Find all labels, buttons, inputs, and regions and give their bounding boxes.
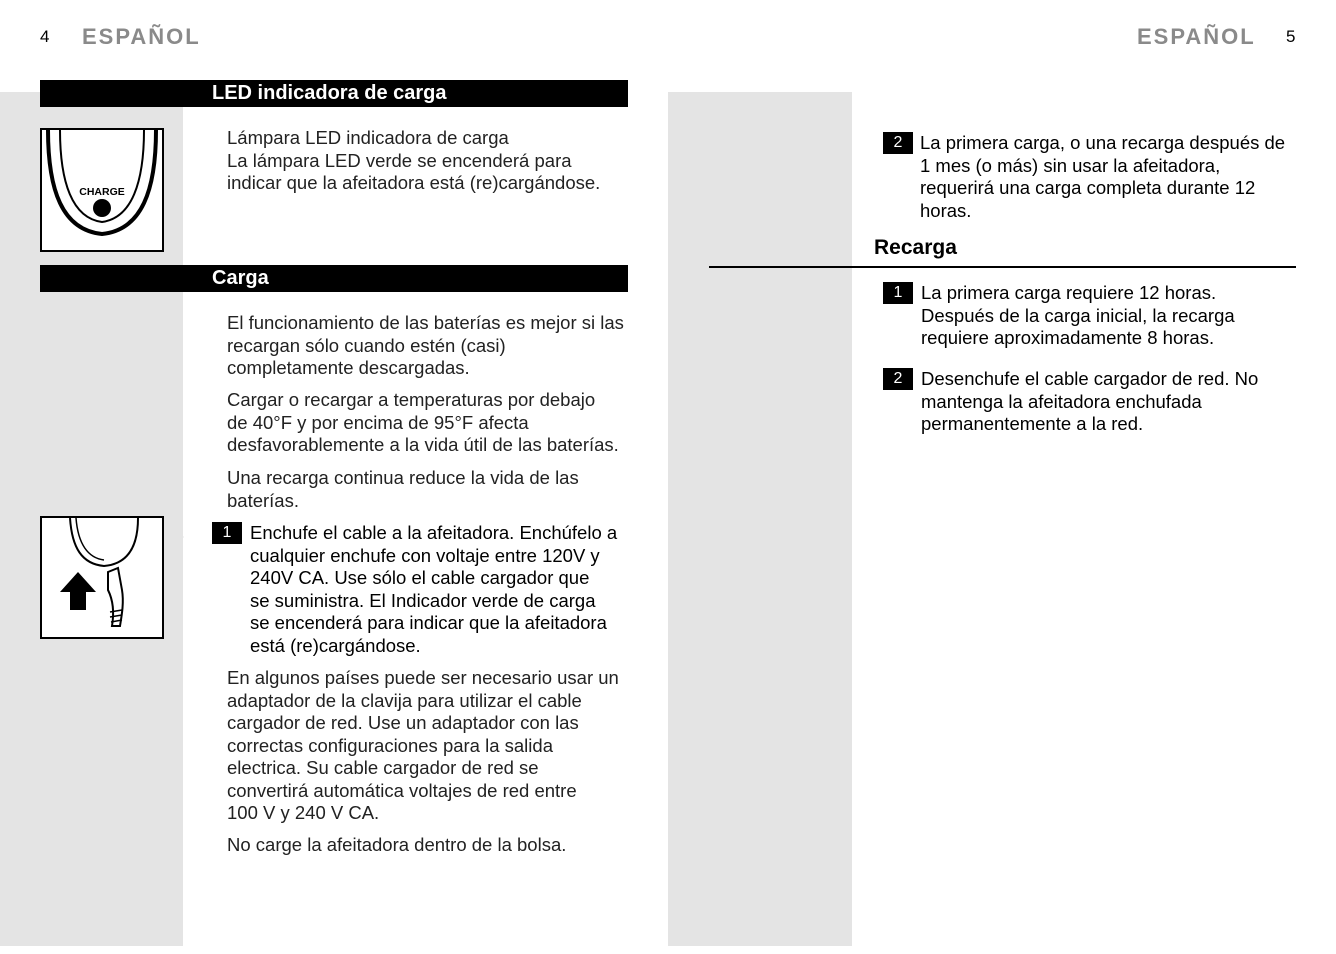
- right-page-number: 5: [1286, 27, 1296, 46]
- recharge-heading: Recarga: [874, 236, 957, 259]
- battery-paragraph: El funcionamiento de las baterías es mejor si las recargan sólo cuando estén (casi) completamente descargadas.: [227, 312, 624, 378]
- first-charge-step-number: 2: [883, 132, 913, 154]
- plug-illustration: [42, 518, 162, 637]
- led-section-heading: [40, 80, 628, 107]
- step-1-number: 1: [212, 522, 242, 544]
- first-charge-instruction: La primera carga, o una recarga después de 1 mes (o más) sin usar la afeitadora, requerirá una carga completa durante 12 horas.: [920, 132, 1286, 221]
- recharge-step-1-number: 1: [883, 282, 913, 304]
- led-description: Lámpara LED indicadora de carga La lámpara LED verde se encenderá para indicar que la afeitadora está (re)cargándose.: [227, 127, 601, 193]
- recharge-step-2-number: 2: [883, 368, 913, 390]
- continuous-recharge-paragraph: Una recarga continua reduce la vida de las baterías.: [227, 467, 579, 511]
- recharge-step-1-text: La primera carga requiere 12 horas. Después de la carga inicial, la recarga requiere aproximadamente 8 horas.: [921, 282, 1235, 348]
- left-language-label: ESPAÑOL: [82, 24, 201, 49]
- temperature-paragraph: Cargar o recargar a temperaturas por debajo de 40°F y por encima de 95°F afecta desfavorablemente a la vida útil de las baterías.: [227, 389, 619, 455]
- plug-in-instruction: Enchufe el cable a la afeitadora. Enchúfelo a cualquier enchufe con voltaje entre 120V y 240V CA. Use sólo el cable cargador que se suministra. El Indicador verde de carga se encenderá para indicar que la afeitadora está (re)cargándose.: [250, 522, 618, 656]
- plug-in-figure: [40, 516, 164, 639]
- charge-figure-label: CHARGE: [79, 186, 125, 198]
- bag-warning-paragraph: No carge la afeitadora dentro de la bolsa.: [227, 834, 567, 855]
- pointer-triangle: [166, 522, 186, 552]
- charge-section-title: Carga: [212, 267, 269, 289]
- led-section-title: LED indicadora de carga: [212, 82, 447, 104]
- right-language-label: ESPAÑOL: [1137, 24, 1256, 49]
- recharge-rule: [709, 266, 1296, 268]
- charge-led-figure: [40, 128, 164, 252]
- right-margin-bar: [668, 92, 852, 946]
- charge-section-heading: [40, 265, 628, 292]
- adapter-paragraph: En algunos países puede ser necesario usar un adaptador de la clavija para utilizar el cable cargador de red. Use un adaptador con las correctas configuraciones para la salida electrica. Su cable cargador de red se convertirá automática voltajes de red entre 100 V y 240 V CA.: [227, 667, 619, 823]
- recharge-step-2-text: Desenchufe el cable cargador de red. No mantenga la afeitadora enchufada permanentemente a la red.: [921, 368, 1259, 434]
- left-page-number: 4: [40, 27, 50, 46]
